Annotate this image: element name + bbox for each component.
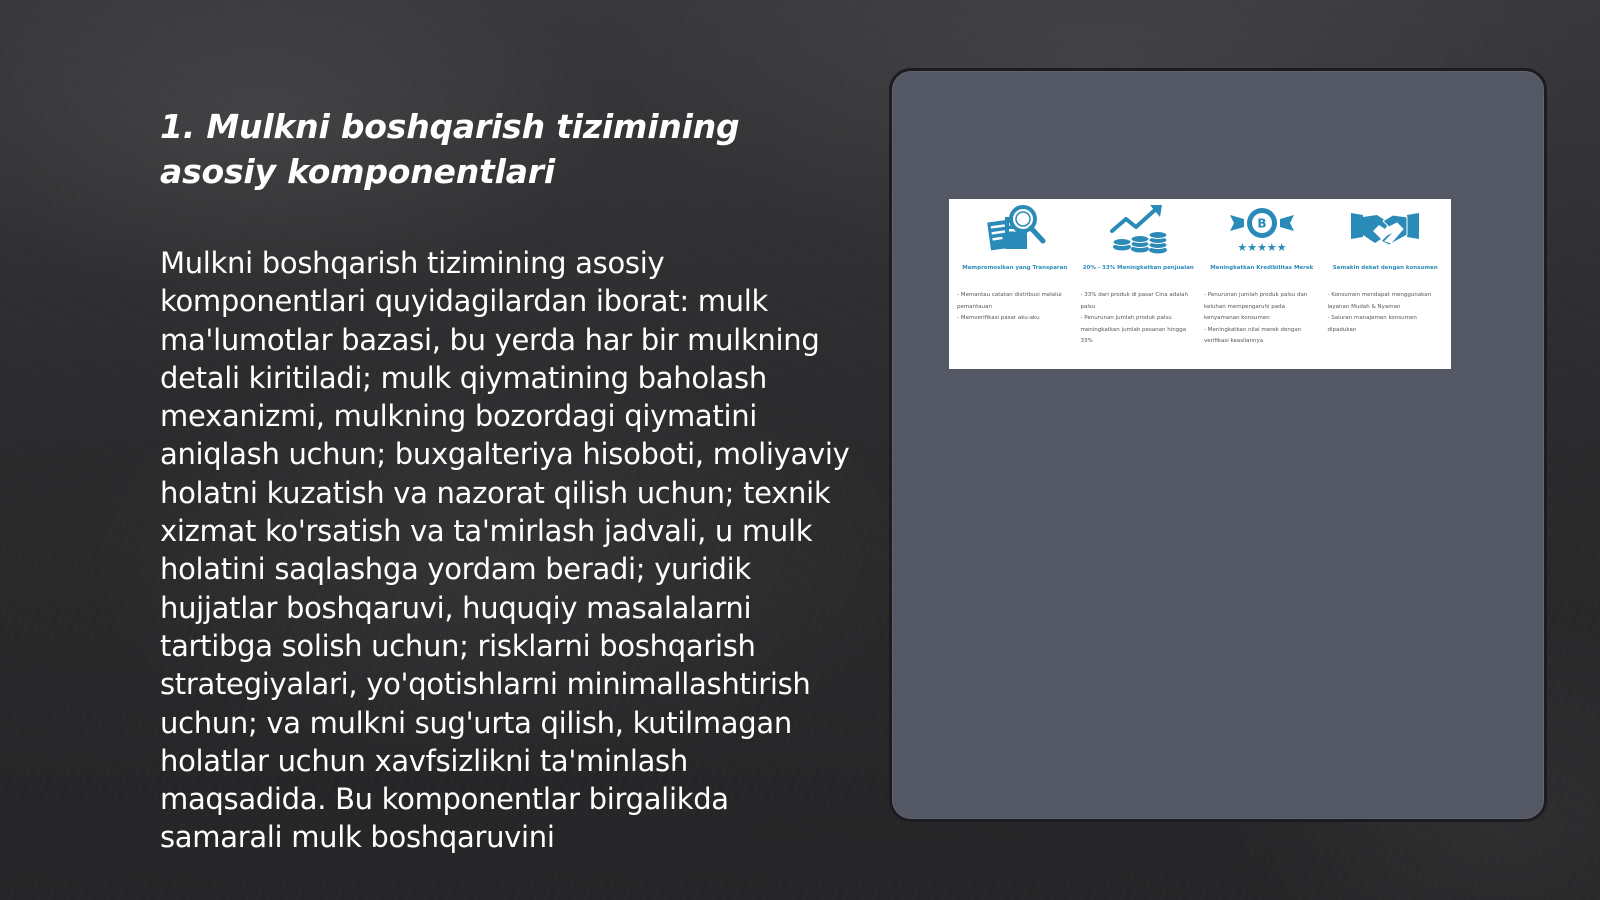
infographic-column-1 bbox=[953, 201, 1077, 369]
infographic-bullet: - 33% dari produk di pasar Cina adalah palsu bbox=[1080, 292, 1188, 310]
infographic-heading: Mempromosikan yang Transparan bbox=[962, 265, 1068, 271]
infographic-column-3 bbox=[1200, 201, 1324, 369]
rising-chart-coins-icon bbox=[1098, 201, 1178, 261]
infographic-bullet-list bbox=[1081, 290, 1197, 348]
slide-title: 1. Mulkni boshqarish tizimining asosiy komponentlari bbox=[160, 107, 740, 191]
infographic-heading: Semakin dekat dengan konsumen bbox=[1332, 265, 1438, 271]
infographic-heading: 20% - 33% Meningkatkan penjualan bbox=[1082, 265, 1194, 271]
infographic-column-2 bbox=[1077, 201, 1201, 369]
infographic-bullet: - Saluran manajemen konsumen dipadukan bbox=[1327, 315, 1417, 333]
infographic-bullet: - Penurunan jumlah produk palsu meningkatkan jumlah pesanan hingga 33% bbox=[1080, 315, 1187, 344]
infographic-bullet: - Memverifikasi pasar aku-aku bbox=[957, 315, 1040, 321]
svg-text:★★★★★: ★★★★★ bbox=[1237, 241, 1287, 254]
infographic-bullet: - Meningkatkan nilai merek dengan verifikasi keasliannya bbox=[1204, 326, 1302, 344]
svg-text:B: B bbox=[1257, 216, 1267, 231]
infographic-bullet-list bbox=[1328, 290, 1444, 336]
slide-body-text: Mulkni boshqarish tizimining asosiy komponentlari quyidagilardan iborat: mulk ma'lumotlar bazasi, bu yerda har bir mulkning detali kiritiladi; mulk qiymatining baholash mexanizmi, mulkning bozordagi qiymatini aniqlash uchun; buxgalteriya hisoboti, moliyaviy holatni kuzatish va nazorat qilish uchun; texnik xizmat ko'rsatish va ta'mirlash jadvali, u mulk holatini saqlashga yordam beradi; yuridik hujjatlar boshqaruvi, huquqiy masalalarni tartibga solish uchun; risklarni boshqarish strategiyalari, yo'qotishlarni minimallashtirish uchun; va mulkni sug'urta qilish, kutilmagan holatlar uchun xavfsizlikni ta'minlash maqsadida. Bu komponentlar birgalikda samarali mulk boshqaruvini bbox=[160, 246, 850, 855]
infographic-bullet: - Penurunan jumlah produk palsu dan keluhan mempengaruhi pada kenyamanan konsumen bbox=[1204, 292, 1308, 321]
infographic-bullet-list bbox=[957, 290, 1073, 325]
image-panel bbox=[889, 68, 1547, 822]
infographic-bullet-list bbox=[1204, 290, 1320, 348]
document-magnifier-icon bbox=[975, 201, 1055, 261]
infographic-bullet: - Konsumen mendapat menggunakan layanan Mudah & Nyaman bbox=[1327, 292, 1432, 310]
infographic-heading: Meningkatkan Kredibilitas Merek bbox=[1210, 265, 1314, 271]
handshake-icon bbox=[1345, 201, 1425, 261]
infographic-image bbox=[949, 199, 1451, 369]
infographic-column-4 bbox=[1324, 201, 1448, 369]
infographic-bullet: - Memantau catatan distribusi melalui pemantauan bbox=[957, 292, 1062, 310]
brand-badge-stars-icon bbox=[1222, 201, 1302, 261]
